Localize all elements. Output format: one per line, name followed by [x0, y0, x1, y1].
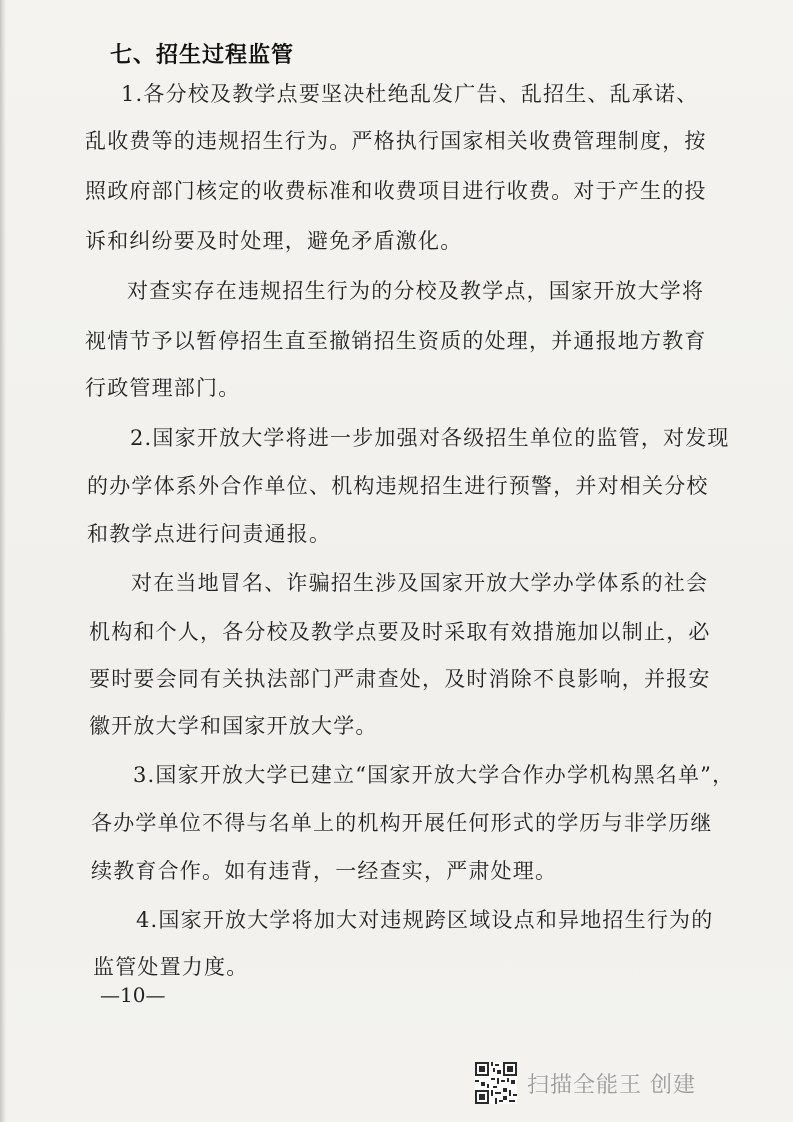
paragraph-line: 乱收费等的违规招生行为。严格执行国家相关收费管理制度，按: [85, 129, 707, 153]
page-number: —10—: [100, 983, 166, 1007]
paragraph-line: 续教育合作。如有违背，一经查实，严肃处理。: [91, 859, 558, 883]
section-heading: 七、招生过程监管: [110, 43, 295, 68]
paragraph-line: 监管处置力度。: [93, 955, 249, 979]
paragraph-line: 诉和纠纷要及时处理，避免矛盾激化。: [85, 229, 463, 253]
paragraph-line: 3.国家开放大学已建立“国家开放大学合作办学机构黑名单”，: [133, 763, 735, 787]
qr-code-icon: [475, 1062, 517, 1104]
paragraph-line: 视情节予以暂停招生直至撤销招生资质的处理，并通报地方教育: [85, 329, 707, 353]
paragraph-line: 的办学体系外合作单位、机构违规招生进行预警，并对相关分校: [87, 474, 709, 498]
paragraph-line: 各办学单位不得与名单上的机构开展任何形式的学历与非学历继: [91, 811, 713, 835]
watermark-text: 扫描全能王 创建: [527, 1072, 696, 1098]
paragraph-line: 对查实存在违规招生行为的分校及教学点，国家开放大学将: [127, 279, 705, 303]
paragraph-line: 徽开放大学和国家开放大学。: [89, 714, 378, 738]
paragraph-line: 要时要会同有关执法部门严肃查处，及时消除不良影响，并报安: [89, 667, 711, 691]
paragraph-line: 机构和个人，各分校及教学点要及时采取有效措施加以制止，必: [89, 620, 711, 644]
page-shadow-edge: [0, 0, 6, 1122]
scanner-watermark: [475, 1062, 696, 1104]
paragraph-line: 和教学点进行问责通报。: [87, 522, 332, 546]
paragraph-line: 1.各分校及教学点要坚决杜绝乱发广告、乱招生、乱承诺、: [121, 82, 699, 106]
paragraph-line: 行政管理部门。: [85, 376, 241, 400]
paragraph-line: 2.国家开放大学将进一步加强对各级招生单位的监管，对发现: [130, 426, 730, 450]
paragraph-line: 照政府部门核定的收费标准和收费项目进行收费。对于产生的投: [85, 179, 707, 203]
paragraph-line: 对在当地冒名、诈骗招生涉及国家开放大学办学体系的社会: [131, 571, 709, 595]
paragraph-line: 4.国家开放大学将加大对违规跨区域设点和异地招生行为的: [136, 908, 714, 932]
